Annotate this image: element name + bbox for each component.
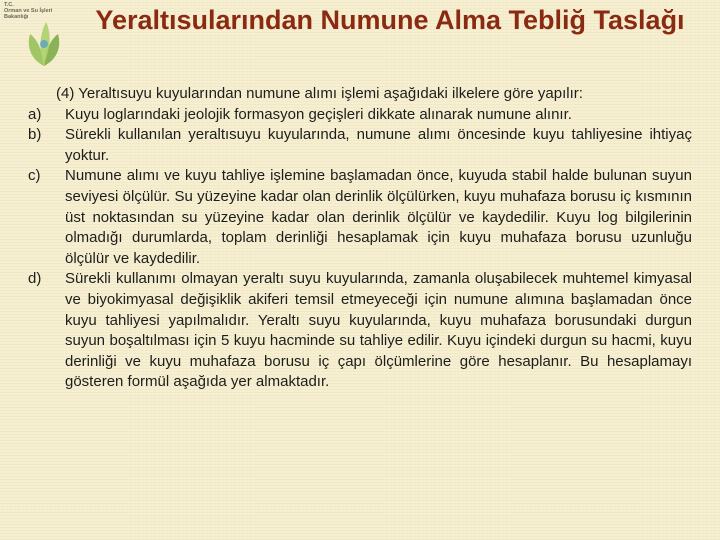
- list-item-text: Sürekli kullanımı olmayan yeraltı suyu kuyularında, zamanla oluşabilecek muhtemel kimyasal ve biyokimyasal değişiklik akiferi temsil etmeyeceği için numune alımına başlamadan önce kuyu tahliyesi yapılmalıdır. Yeraltı suyu kuyularında, kuyu muhafaza borusundaki durgun suyun boşaltılması için 5 kuyu hacminde su tahliye edilir. Kuyu içindeki durgun su hacmi, kuyu derinliği ve kuyu muhafaza borusu iç çapı ölçümlerine göre hesaplanır. Bu hesaplamayı gösteren formül aşağıda yer almaktadır.: [65, 270, 692, 391]
- logo-line: Orman ve Su İşleri: [4, 8, 53, 14]
- leaf-emblem-icon: [24, 20, 64, 68]
- intro-paragraph: (4) Yeraltısuyu kuyularından numune alımı işlemi aşağıdaki ilkelere göre yapılır:: [56, 85, 583, 102]
- list-marker: d): [28, 270, 42, 288]
- list-item: [28, 269, 692, 393]
- page-title: Yeraltısularından Numune Alma Tebliğ Taslağı: [95, 5, 685, 35]
- list-marker: c): [28, 167, 41, 185]
- ministry-logo: [4, 2, 66, 72]
- list-item: [28, 105, 692, 126]
- logo-org-name: [4, 2, 66, 20]
- document-body: [28, 84, 692, 393]
- logo-line: Bakanlığı: [4, 14, 29, 20]
- principles-list: [28, 105, 692, 393]
- list-item: [28, 125, 692, 166]
- list-marker: b): [28, 126, 42, 144]
- logo-line: T.C.: [4, 2, 14, 8]
- list-item-text: Numune alımı ve kuyu tahliye işlemine başlamadan önce, kuyuda stabil halde bulunan suyun seviyesi ölçülür. Su yüzeyine kadar olan derinlik ölçülürken, kuyu muhafaza borusu iç kısmının üst noktasından su yüzeyine kadar olan derinlik ölçülür ve kaydedilir. Kuyu log bilgilerinin olmadığı durumlarda, toplam derinliği hesaplamak için kuyu muhafaza borusu uzunluğu ölçülür ve kaydedilir.: [65, 167, 692, 267]
- list-item-text: Sürekli kullanılan yeraltısuyu kuyularında, numune alımı öncesinde kuyu tahliyesine ihtiyaç yoktur.: [65, 126, 692, 164]
- list-item-text: Kuyu loglarındaki jeolojik formasyon geçişleri dikkate alınarak numune alınır.: [65, 105, 572, 123]
- list-marker: a): [28, 105, 42, 123]
- list-item: [28, 166, 692, 269]
